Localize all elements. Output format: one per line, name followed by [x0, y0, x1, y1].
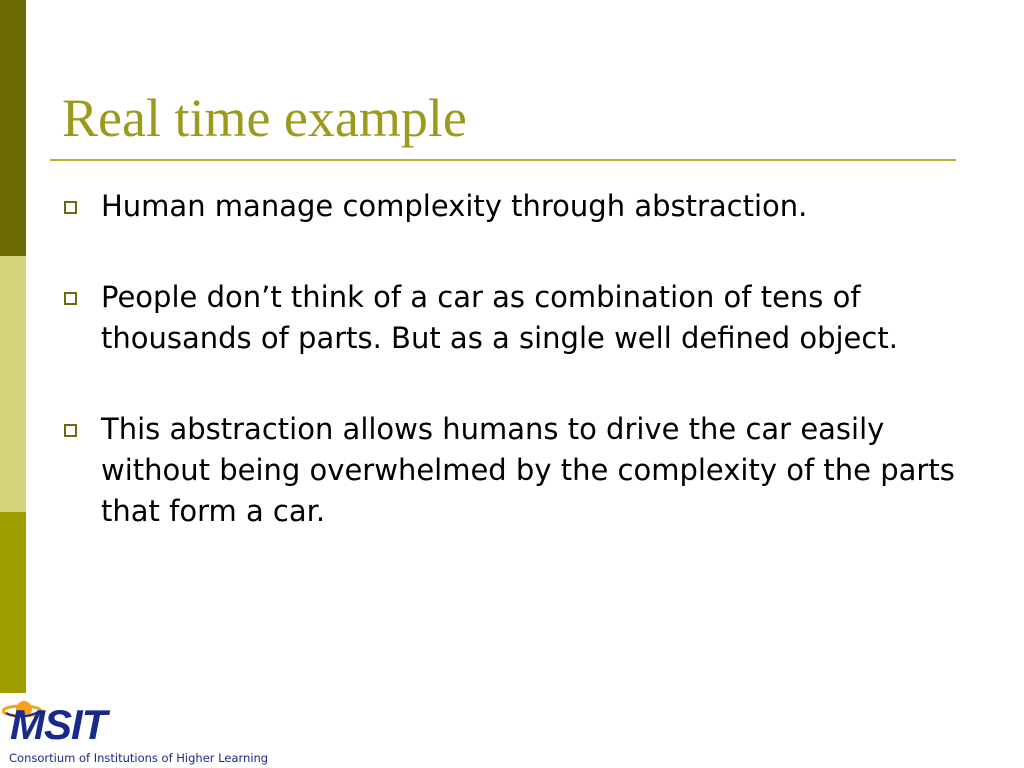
hollow-square-bullet-icon — [64, 424, 77, 437]
logo-caption: Consortium of Institutions of Higher Learning — [9, 751, 269, 765]
bullet-text: Human manage complexity through abstraction. — [101, 189, 808, 223]
bullet-item — [62, 277, 982, 359]
hollow-square-bullet-icon — [64, 201, 77, 214]
bullet-text: People don’t think of a car as combination of tens of thousands of parts. But as a single well defined object. — [101, 280, 898, 355]
title-underline-rule — [50, 159, 956, 161]
bullet-list — [62, 186, 982, 582]
bullet-item — [62, 409, 982, 532]
bullet-text: This abstraction allows humans to drive the car easily without being overwhelmed by the complexity of the parts that form a car. — [101, 412, 955, 528]
msit-logo — [0, 693, 290, 768]
left-accent-bar-top — [0, 0, 26, 256]
logo-wordmark: MSIT — [10, 701, 107, 748]
hollow-square-bullet-icon — [64, 292, 77, 305]
left-accent-bar-middle — [0, 256, 26, 512]
slide-title: Real time example — [62, 88, 467, 148]
bullet-item — [62, 186, 982, 227]
